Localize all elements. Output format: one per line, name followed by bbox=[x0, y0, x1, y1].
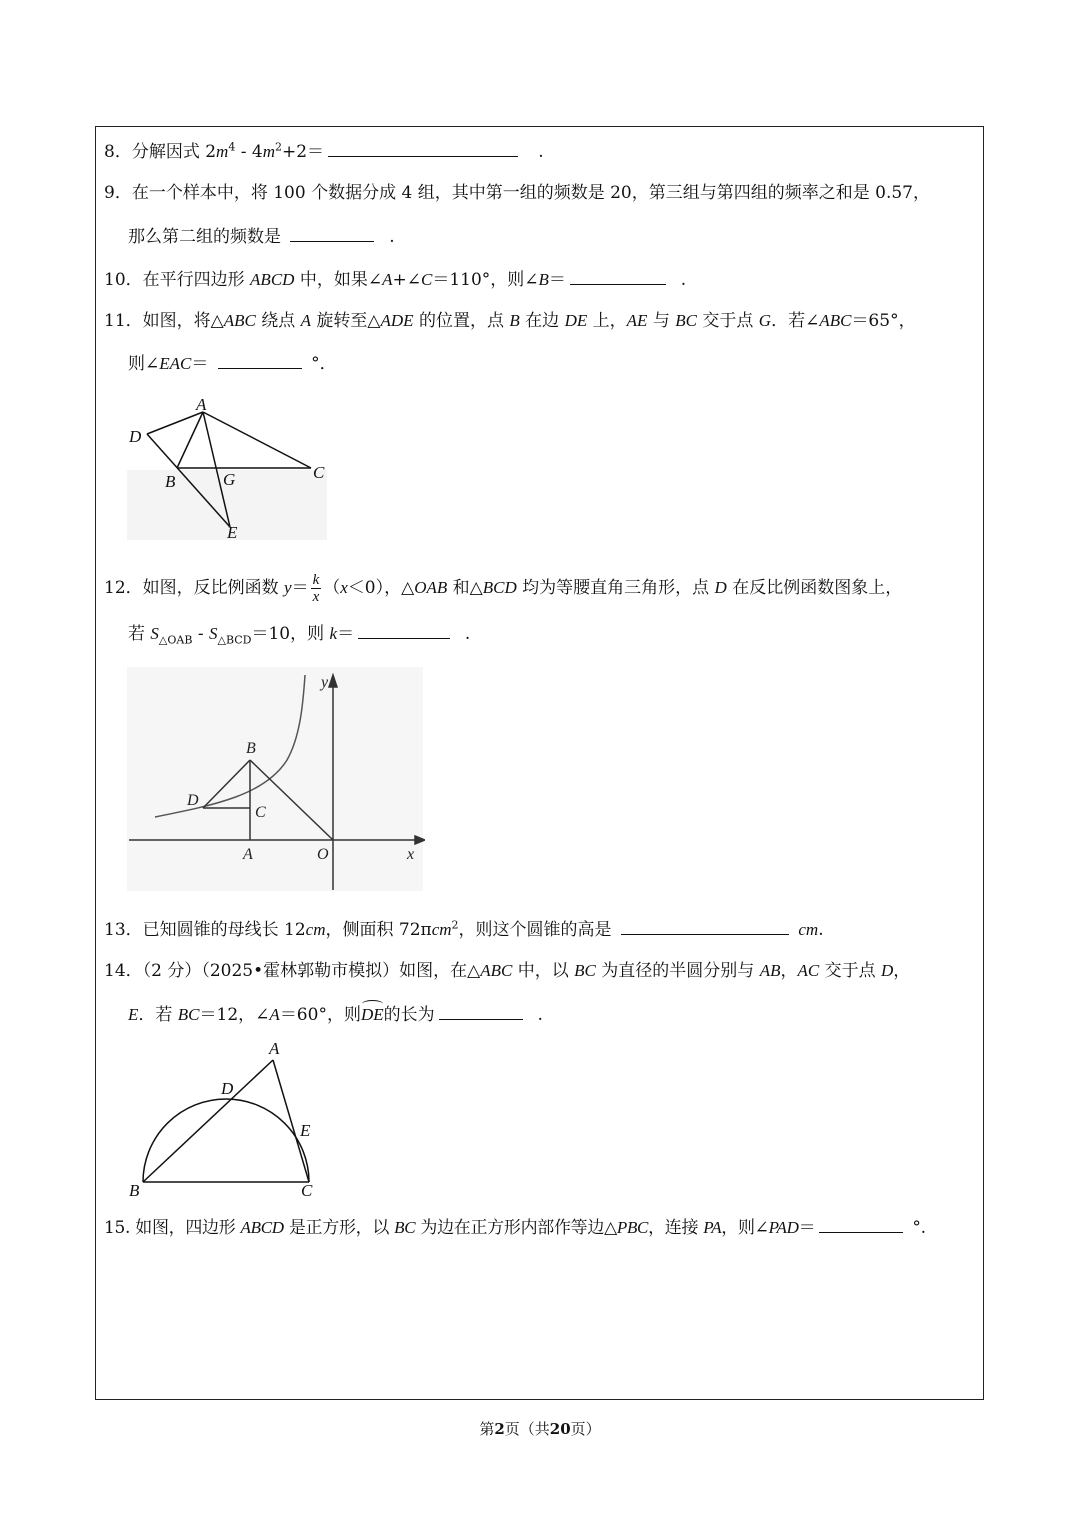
figure-12-shade bbox=[127, 667, 423, 891]
question-14-line-1: 14．（2 分）（2025•霍林郭勒市模拟）如图，在△ABC 中，以 BC 为直径的半圆分别与 AB，AC 交于点 D， bbox=[104, 961, 911, 981]
label-d: D bbox=[129, 427, 142, 446]
answer-blank[interactable] bbox=[290, 225, 374, 242]
label-b: B bbox=[246, 740, 256, 757]
answer-blank[interactable] bbox=[328, 140, 518, 157]
label-x: x bbox=[407, 846, 415, 863]
label-b: B bbox=[129, 1181, 140, 1200]
question-11-line-1: 11．如图，将△ABC 绕点 A 旋转至△ADE 的位置，点 B 在边 DE 上，AE 与 BC 交于点 G．若∠ABC＝65°， bbox=[104, 311, 916, 331]
question-13: 13．已知圆锥的母线长 12cm，侧面积 72πcm$^2$，则这个圆锥的高是 cm. bbox=[104, 918, 824, 940]
label-y: y bbox=[321, 674, 329, 691]
answer-blank[interactable] bbox=[439, 1003, 523, 1020]
page-footer: 第2页（共20页） bbox=[479, 1420, 601, 1438]
label-g: G bbox=[223, 470, 236, 489]
segment-ab bbox=[143, 1060, 273, 1182]
question-10: 10．在平行四边形 ABCD 中，如果∠A+∠C＝110°，则∠B＝ . bbox=[104, 270, 687, 290]
segment-ac bbox=[203, 412, 311, 468]
figure-12 bbox=[125, 665, 425, 895]
arc-de: DE bbox=[360, 1005, 384, 1024]
label-a: A bbox=[269, 1039, 280, 1058]
answer-blank[interactable] bbox=[218, 352, 302, 369]
question-8: 8．分解因式 $2m^4 - 4m^2+2=$ . bbox=[104, 140, 544, 162]
label-c: C bbox=[313, 463, 325, 482]
label-e: E bbox=[227, 523, 238, 542]
question-12-line-2: 若 $S_{\triangle OAB} - S_{\triangle BCD}=10$，则 k＝ . bbox=[128, 624, 471, 647]
label-b: B bbox=[165, 472, 176, 491]
figure-14 bbox=[125, 1036, 335, 1204]
label-a: A bbox=[243, 846, 253, 863]
answer-blank[interactable] bbox=[819, 1216, 903, 1233]
figure-11 bbox=[125, 392, 335, 544]
answer-blank[interactable] bbox=[570, 268, 666, 285]
label-a: A bbox=[196, 395, 207, 414]
question-15: 15. 如图，四边形 ABCD 是正方形，以 BC 为边在正方形内部作等边△PBC，连接 PA，则∠PAD＝ °. bbox=[104, 1218, 926, 1238]
label-d: D bbox=[187, 792, 199, 809]
x-axis-arrow bbox=[415, 836, 425, 844]
question-9-line-1: 9．在一个样本中，将 100 个数据分成 4 组，其中第一组的频数是 20，第三组与第四组的频率之和是 0.57， bbox=[104, 183, 930, 203]
label-c: C bbox=[255, 804, 266, 821]
semicircle bbox=[143, 1099, 309, 1182]
question-11-line-2: 则∠EAC＝ °． bbox=[128, 354, 337, 374]
question-12-line-1: 12．如图，反比例函数 y＝ $\frac{k}{x}$ （x＜0），△OAB 和△BCD 均为等腰直角三角形，点 D 在反比例函数图象上， bbox=[104, 572, 903, 605]
fraction-k-over-x: $\frac{k}{x}$ bbox=[312, 572, 320, 605]
label-d: D bbox=[221, 1079, 234, 1098]
question-9-line-2: 那么第二组的频数是 . bbox=[128, 227, 395, 247]
label-c: C bbox=[301, 1181, 313, 1200]
answer-blank[interactable] bbox=[621, 918, 789, 935]
label-o: O bbox=[317, 846, 329, 863]
question-14-line-2: E．若 BC＝12，∠A＝60°，则DE的长为 . bbox=[128, 1005, 543, 1025]
answer-blank[interactable] bbox=[358, 622, 450, 639]
label-e: E bbox=[300, 1121, 311, 1140]
